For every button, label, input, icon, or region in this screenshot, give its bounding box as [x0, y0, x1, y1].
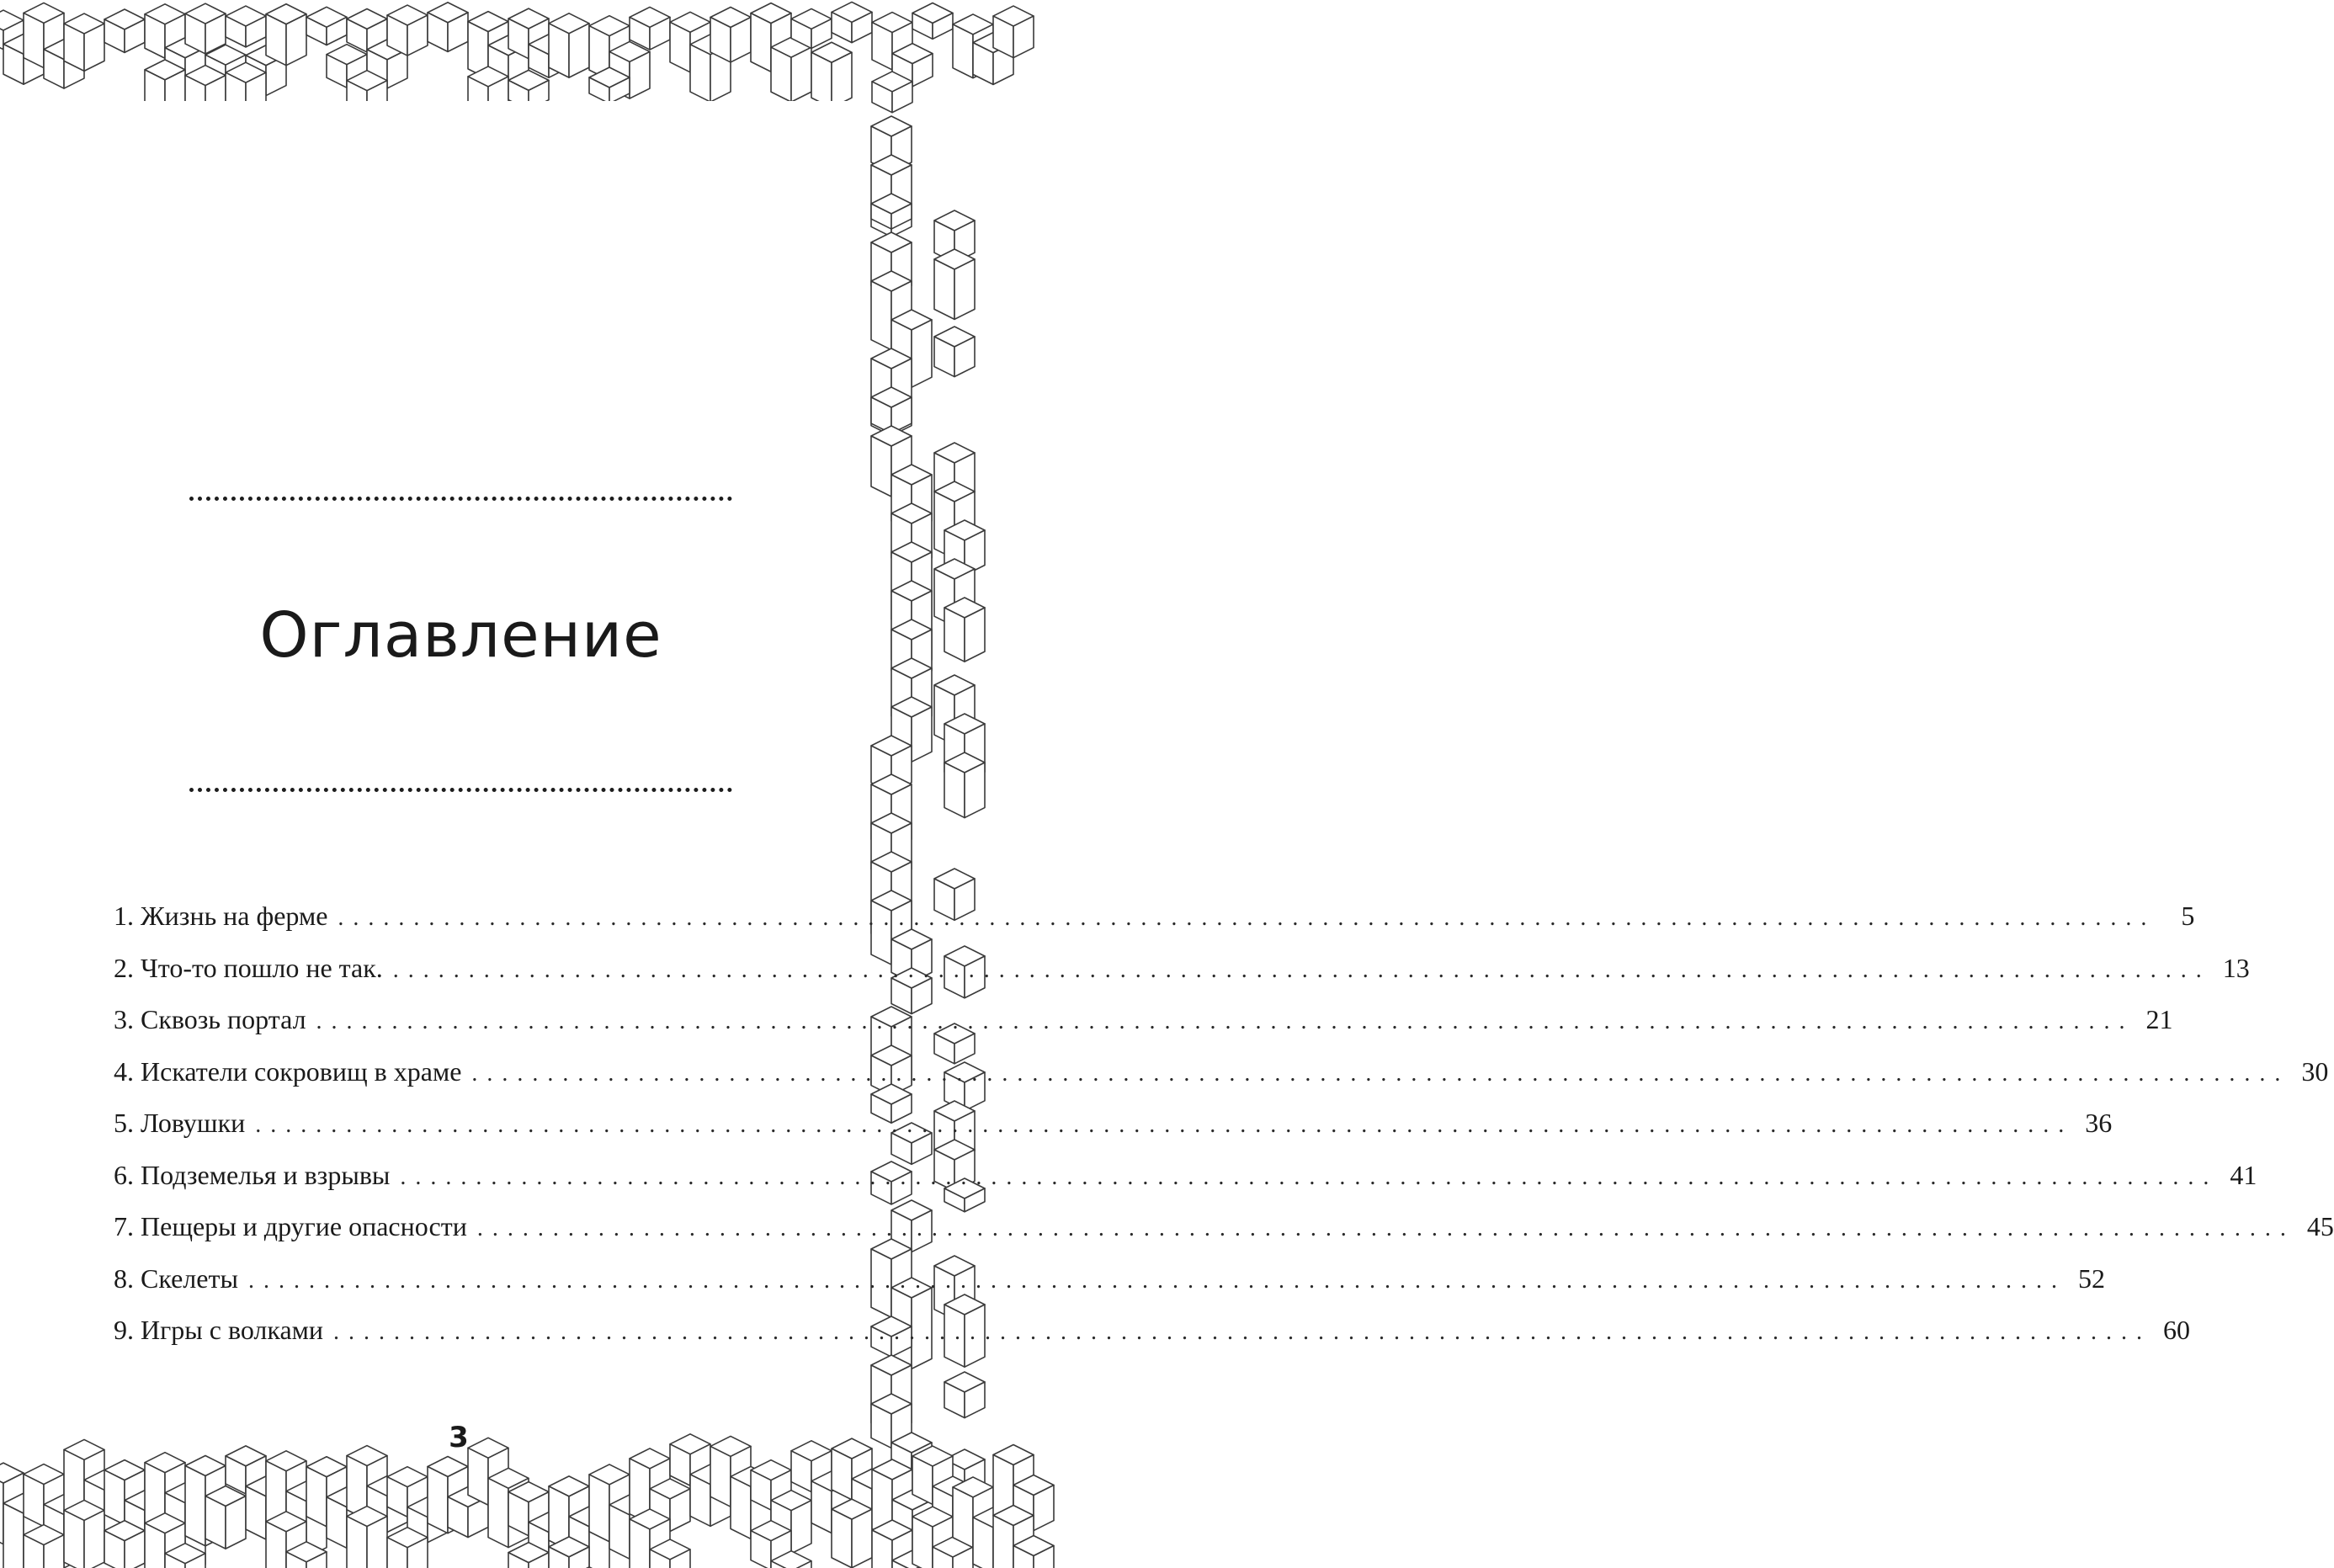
- toc-entry-label: 2. Что-то пошло не так.: [114, 952, 383, 983]
- toc-dot-leader: ........................................................................................................................: [400, 1163, 2219, 1190]
- cube-face: [84, 1510, 104, 1568]
- cube-face: [185, 1465, 205, 1545]
- cube-face: [953, 1487, 973, 1548]
- dotted-rule-bottom: [189, 788, 732, 792]
- cube-face: [912, 320, 932, 387]
- cube-face: [24, 13, 44, 67]
- cube-face: [993, 1515, 1013, 1568]
- cube-face: [24, 1475, 44, 1527]
- toc-entry: [114, 1315, 2191, 1367]
- cube-face: [832, 1509, 852, 1568]
- toc-list: [114, 901, 2334, 1367]
- cube-face: [934, 259, 954, 319]
- dotted-rule-top: [189, 497, 732, 501]
- page-number: 3: [449, 1421, 469, 1454]
- cube-face: [549, 24, 569, 77]
- cube-face: [246, 1486, 266, 1539]
- toc-entry-label: 9. Игры с волками: [114, 1315, 324, 1345]
- cube-face: [944, 763, 965, 818]
- toc-entry-page: 41: [2230, 1159, 2257, 1190]
- toc-entry: [114, 952, 2250, 1005]
- cube-face: [965, 763, 985, 818]
- toc-entry-page: 5: [2181, 901, 2195, 931]
- cube-face: [965, 608, 985, 662]
- toc-entry-page: 36: [2085, 1108, 2113, 1138]
- toc-entry-page: 13: [2222, 952, 2250, 983]
- cube-face: [912, 707, 932, 762]
- toc-entry: [114, 1159, 2257, 1212]
- toc-dot-leader: ........................................................................................................................: [333, 1319, 2152, 1345]
- cube-face: [852, 1509, 872, 1568]
- toc-entry: [114, 901, 2195, 953]
- page-title: Оглавление: [259, 599, 662, 672]
- toc-entry-page: 30: [2301, 1055, 2329, 1087]
- cube-face: [771, 47, 791, 102]
- cube-face: [205, 1496, 226, 1549]
- cube-face: [569, 24, 589, 77]
- toc-entry-label: 8. Скелеты: [114, 1262, 238, 1294]
- cube-face: [871, 436, 891, 497]
- toc-dot-leader: ........................................................................................................................: [476, 1215, 2295, 1241]
- toc-entry-label: 4. Искатели сокровищ в храме: [114, 1055, 462, 1087]
- cube-face: [751, 13, 771, 72]
- cube-face: [690, 45, 710, 102]
- cube-face: [832, 52, 852, 108]
- toc-entry-page: 60: [2163, 1315, 2191, 1345]
- cube-face: [710, 1446, 731, 1507]
- cube-face: [488, 1478, 508, 1547]
- cube-face: [428, 1467, 448, 1533]
- toc-dot-leader: ........................................................................................................................: [247, 1267, 2066, 1294]
- toc-entry: [114, 1262, 2105, 1316]
- cube-face: [953, 24, 973, 78]
- toc-entry-label: 6. Подземелья и взрывы: [114, 1159, 391, 1190]
- toc-dot-leader: ........................................................................................................................: [255, 1112, 2074, 1138]
- toc-entry-page: 52: [2077, 1262, 2105, 1294]
- toc-entry: [114, 1004, 2173, 1056]
- cube-face: [468, 1448, 488, 1505]
- toc-entry-page: 45: [2306, 1211, 2334, 1241]
- toc-dot-leader: ........................................................................................................................: [392, 956, 2211, 983]
- cube-face: [609, 1505, 630, 1559]
- cube-face: [871, 281, 891, 350]
- cube-face: [589, 1475, 609, 1542]
- toc-dot-leader: ........................................................................................................................: [471, 1060, 2290, 1087]
- cube-face: [104, 1470, 125, 1525]
- cube-face: [811, 52, 832, 108]
- cube-face: [944, 608, 965, 662]
- toc-entry-label: 1. Жизнь на ферме: [114, 901, 328, 931]
- cube-face: [64, 1510, 84, 1568]
- toc-entry-label: 7. Пещеры и другие опасности: [114, 1211, 467, 1241]
- toc-entry: [114, 1108, 2113, 1160]
- toc-entry-label: 5. Ловушки: [114, 1108, 246, 1138]
- cube-face: [791, 1501, 811, 1554]
- cube-face: [226, 1496, 246, 1549]
- toc-entry-label: 3. Сквозь портал: [114, 1004, 306, 1034]
- toc-dot-leader: ........................................................................................................................: [316, 1008, 2135, 1034]
- cube-face: [3, 1503, 24, 1568]
- toc-entry: [114, 1211, 2334, 1263]
- toc-entry: [114, 1055, 2329, 1108]
- toc-entry-page: 21: [2145, 1004, 2173, 1034]
- cube-face: [954, 259, 975, 319]
- toc-dot-leader: ........................................................................................................................: [338, 905, 2156, 931]
- cube-face: [731, 1476, 751, 1539]
- cube-face: [306, 1467, 327, 1527]
- cube-face: [791, 47, 811, 102]
